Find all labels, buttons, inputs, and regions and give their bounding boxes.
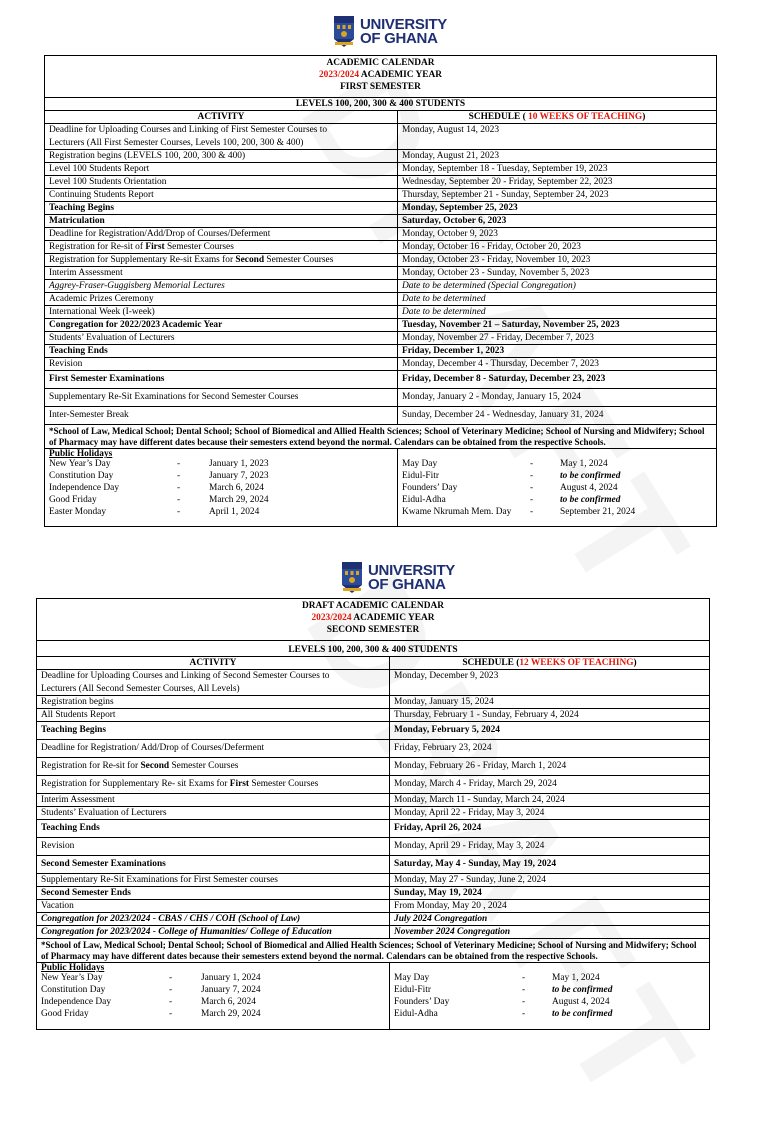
- academic-year: 2023/2024 ACADEMIC YEAR: [318, 70, 443, 80]
- levels-row: LEVELS 100, 200, 300 & 400 STUDENTS: [45, 98, 717, 111]
- holiday-name: Independence Day: [41, 997, 112, 1007]
- holiday-date: to be confirmed: [560, 494, 621, 505]
- holiday-item: [394, 1009, 705, 1021]
- dash: -: [177, 471, 181, 482]
- table-row: [37, 900, 710, 913]
- activity-cell: Level 100 Students Report: [45, 163, 398, 176]
- holiday-date: March 29, 2024: [209, 494, 269, 505]
- holiday-name: Good Friday: [49, 494, 97, 505]
- activity-cell: First Semester Examinations: [45, 371, 398, 389]
- logo-line-2: OF GHANA: [360, 30, 438, 47]
- activity-header: ACTIVITY: [45, 111, 398, 124]
- holiday-item: [394, 985, 705, 997]
- dash: -: [522, 1008, 526, 1019]
- holiday-name: May Day: [394, 973, 430, 984]
- semester-title: FIRST SEMESTER: [340, 82, 421, 92]
- calendar-heading: ACADEMIC CALENDAR: [326, 58, 435, 68]
- holiday-name: Eidul-Fitr: [402, 471, 439, 482]
- table-row: [45, 371, 717, 389]
- activity-cell: Congregation for 2023/2024 - CBAS / CHS / COH (School of Law): [37, 913, 390, 926]
- activity-cell: Matriculation: [45, 215, 398, 228]
- academic-year: 2023/2024 ACADEMIC YEAR: [311, 613, 435, 623]
- levels-row: LEVELS 100, 200, 300 & 400 STUDENTS: [37, 641, 710, 657]
- activity-cell: Revision: [37, 838, 390, 856]
- holiday-name: Eidul-Adha: [402, 494, 446, 505]
- holiday-name: Constitution Day: [49, 471, 114, 482]
- activity-cell: Supplementary Re-Sit Examinations for First Semester courses: [37, 874, 390, 887]
- holiday-item: [49, 495, 393, 507]
- holiday-item: [49, 459, 393, 471]
- table-row: [37, 670, 710, 696]
- schedule-cell: Monday, September 25, 2023: [398, 202, 717, 215]
- crest-icon: [340, 561, 364, 595]
- schedule-header: SCHEDULE (12 WEEKS OF TEACHING): [390, 657, 710, 670]
- activity-cell: Teaching Ends: [37, 820, 390, 838]
- holiday-item: [394, 973, 705, 985]
- dash: -: [522, 985, 526, 996]
- holiday-name: New Year’s Day: [41, 973, 103, 984]
- public-holidays-title: Public Holidays: [41, 963, 105, 974]
- activity-cell: Students’ Evaluation of Lecturers: [45, 332, 398, 345]
- schedule-cell: Saturday, October 6, 2023: [398, 215, 717, 228]
- table-row: [45, 332, 717, 345]
- schedule-cell: Friday, December 8 - Saturday, December 23, 2023: [398, 371, 717, 389]
- schedule-header: SCHEDULE ( 10 WEEKS OF TEACHING): [398, 111, 717, 124]
- holiday-date: March 6, 2024: [201, 997, 256, 1007]
- schedule-cell: Monday, January 2 - Monday, January 15, 2024: [398, 389, 717, 407]
- holiday-date: to be confirmed: [552, 1008, 613, 1019]
- dash: -: [530, 483, 534, 493]
- activity-cell: Aggrey-Fraser-Guggisberg Memorial Lectures: [45, 280, 398, 293]
- logo-line-2: OF GHANA: [368, 576, 446, 593]
- holiday-name: New Year’s Day: [49, 459, 111, 470]
- schedule-cell: Monday, September 18 - Tuesday, September 19, 2023: [398, 163, 717, 176]
- holiday-date: August 4, 2024: [552, 997, 610, 1007]
- holiday-item: [402, 471, 712, 483]
- schedule-cell: Monday, October 9, 2023: [398, 228, 717, 241]
- public-holidays-left: [37, 963, 390, 1029]
- activity-cell: Teaching Begins: [45, 202, 398, 215]
- schedule-cell: Thursday, September 21 - Sunday, September 24, 2023: [398, 189, 717, 202]
- schedule-cell: Monday, February 5, 2024: [390, 722, 710, 740]
- table-row: [37, 838, 710, 856]
- table-row: [45, 176, 717, 189]
- table-row: [37, 776, 710, 794]
- table-row: [37, 926, 710, 939]
- activity-cell: Interim Assessment: [45, 267, 398, 280]
- university-logo: [332, 15, 447, 49]
- holiday-date: March 29, 2024: [201, 1008, 261, 1019]
- title-block: [37, 599, 710, 641]
- holiday-item: [49, 507, 393, 519]
- public-holidays-title: Public Holidays: [49, 449, 113, 460]
- title-block: [45, 56, 717, 98]
- dash: -: [177, 483, 181, 493]
- holiday-name: Eidul-Fitr: [394, 985, 431, 996]
- holiday-name: Eidul-Adha: [394, 1008, 438, 1019]
- calendar-heading: DRAFT ACADEMIC CALENDAR: [301, 601, 445, 611]
- table-row: [45, 345, 717, 358]
- holiday-date: January 7, 2024: [201, 985, 261, 996]
- table-row: [45, 163, 717, 176]
- schedule-cell: Date to be determined: [398, 293, 717, 306]
- table-row: [45, 407, 717, 425]
- holiday-name: Kwame Nkrumah Mem. Day: [402, 506, 512, 517]
- dash: -: [530, 471, 534, 482]
- activity-cell: Registration for Re-sit of First Semester Courses: [45, 241, 398, 254]
- schedule-cell: Date to be determined: [398, 306, 717, 319]
- column-headers: [37, 657, 710, 670]
- schedule-cell: Monday, April 29 - Friday, May 3, 2024: [390, 838, 710, 856]
- holiday-date: to be confirmed: [560, 471, 621, 482]
- table-row: [37, 887, 710, 900]
- university-logo-second: [340, 561, 455, 595]
- schools-note: *School of Law, Medical School; Dental School; School of Biomedical and Allied Health Sciences; School of Veterinary Medicine; School of Nursing and Midwifery; School of Pharmacy may have different dates because their semesters extend beyond the normal. Calendars can be obtained from the respective Schools.: [45, 425, 717, 449]
- holiday-item: [49, 471, 393, 483]
- holiday-date: April 1, 2024: [209, 506, 260, 517]
- activity-cell: Congregation for 2022/2023 Academic Year: [45, 319, 398, 332]
- table-row: [37, 709, 710, 722]
- dash: -: [169, 1008, 173, 1019]
- schedule-cell: Monday, March 11 - Sunday, March 24, 2024: [390, 794, 710, 807]
- table-row: [45, 189, 717, 202]
- holiday-item: [41, 973, 385, 985]
- holiday-item: [402, 459, 712, 471]
- table-row: [37, 696, 710, 709]
- holiday-date: September 21, 2024: [560, 506, 636, 517]
- holiday-date: January 7, 2023: [209, 471, 269, 482]
- activity-cell: Teaching Ends: [45, 345, 398, 358]
- schedule-cell: Monday, December 9, 2023: [390, 670, 710, 696]
- activity-cell: Congregation for 2023/2024 - College of Humanities/ College of Education: [37, 926, 390, 939]
- semester-title: SECOND SEMESTER: [326, 625, 420, 635]
- second-semester-calendar: [36, 598, 710, 1030]
- activity-header: ACTIVITY: [37, 657, 390, 670]
- activity-cell: Second Semester Ends: [37, 887, 390, 900]
- table-row: [37, 820, 710, 838]
- first-semester-calendar: [44, 55, 717, 527]
- schedule-cell: Monday, December 4 - Thursday, December 7, 2023: [398, 358, 717, 371]
- table-row: [45, 150, 717, 163]
- schedule-cell: Date to be determined (Special Congregation): [398, 280, 717, 293]
- table-row: [37, 913, 710, 926]
- table-row: [45, 215, 717, 228]
- dash: -: [169, 985, 173, 996]
- table-row: [45, 228, 717, 241]
- holiday-item: [402, 483, 712, 495]
- holiday-item: [41, 985, 385, 997]
- table-row: [45, 280, 717, 293]
- logo-line-1: UNIVERSITY: [368, 562, 456, 579]
- dash: -: [177, 494, 181, 505]
- dash: -: [169, 973, 173, 984]
- holiday-item: [394, 997, 705, 1009]
- table-row: [37, 758, 710, 776]
- crest-icon: [332, 15, 356, 49]
- activity-cell: Deadline for Registration/ Add/Drop of Courses/Deferment: [37, 740, 390, 758]
- public-holidays-left: [45, 449, 398, 527]
- activity-cell: Supplementary Re-Sit Examinations for Second Semester Courses: [45, 389, 398, 407]
- activity-cell: Deadline for Uploading Courses and Linking of First Semester Courses to Lecturers (All First Semester Courses, Levels 100, 200, 300 & 400): [45, 124, 398, 150]
- dash: -: [522, 997, 526, 1007]
- holiday-date: January 1, 2023: [209, 459, 269, 470]
- table-row: [45, 254, 717, 267]
- table-row: [45, 389, 717, 407]
- schedule-cell: Monday, February 26 - Friday, March 1, 2024: [390, 758, 710, 776]
- table-row: [37, 794, 710, 807]
- schedule-cell: Sunday, December 24 - Wednesday, January 31, 2024: [398, 407, 717, 425]
- holiday-name: Easter Monday: [49, 506, 107, 517]
- holiday-name: Founders’ Day: [394, 997, 450, 1007]
- holiday-item: [402, 507, 712, 519]
- activity-cell: Inter-Semester Break: [45, 407, 398, 425]
- schedule-cell: Monday, August 21, 2023: [398, 150, 717, 163]
- holiday-item: [41, 1009, 385, 1021]
- schedule-cell: Friday, April 26, 2024: [390, 820, 710, 838]
- dash: -: [169, 997, 173, 1007]
- schedule-cell: Monday, October 16 - Friday, October 20, 2023: [398, 241, 717, 254]
- activity-cell: All Students Report: [37, 709, 390, 722]
- schedule-cell: Wednesday, September 20 - Friday, September 22, 2023: [398, 176, 717, 189]
- dash: -: [530, 506, 534, 517]
- holiday-date: May 1, 2024: [552, 973, 600, 984]
- schedule-cell: Monday, August 14, 2023: [398, 124, 717, 150]
- table-row: [37, 856, 710, 874]
- schools-note: *School of Law, Medical School; Dental School; School of Biomedical and Allied Health Sciences; School of Veterinary Medicine; School of Nursing and Midwifery; School of Pharmacy may have different dates because their semesters extend beyond the normal. Calendars can be obtained from the respective Schools.: [37, 939, 710, 963]
- schedule-cell: Sunday, May 19, 2024: [390, 887, 710, 900]
- table-row: [45, 202, 717, 215]
- schedule-cell: Thursday, February 1 - Sunday, February 4, 2024: [390, 709, 710, 722]
- activity-cell: Teaching Begins: [37, 722, 390, 740]
- table-row: [45, 319, 717, 332]
- table-row: [37, 874, 710, 887]
- public-holidays-right: [398, 449, 717, 527]
- holiday-item: [402, 495, 712, 507]
- logo-line-1: UNIVERSITY: [360, 16, 448, 33]
- activity-cell: Continuing Students Report: [45, 189, 398, 202]
- schedule-cell: Friday, December 1, 2023: [398, 345, 717, 358]
- activity-cell: Deadline for Uploading Courses and Linking of Second Semester Courses to Lecturers (All Second Semester Courses, All Levels): [37, 670, 390, 696]
- holiday-name: Good Friday: [41, 1008, 89, 1019]
- dash: -: [530, 494, 534, 505]
- column-headers: [45, 111, 717, 124]
- holiday-name: Independence Day: [49, 483, 120, 493]
- table-row: [45, 358, 717, 371]
- holiday-date: August 4, 2024: [560, 483, 618, 493]
- holiday-name: May Day: [402, 459, 438, 470]
- holiday-item: [41, 997, 385, 1009]
- activity-cell: Vacation: [37, 900, 390, 913]
- schedule-cell: Tuesday, November 21 – Saturday, November 25, 2023: [398, 319, 717, 332]
- activity-cell: International Week (I-week): [45, 306, 398, 319]
- activity-cell: Level 100 Students Orientation: [45, 176, 398, 189]
- table-row: [45, 267, 717, 280]
- table-row: [37, 722, 710, 740]
- table-row: [45, 306, 717, 319]
- table-row: [45, 241, 717, 254]
- holiday-name: Founders’ Day: [402, 483, 458, 493]
- schedule-cell: Monday, March 4 - Friday, March 29, 2024: [390, 776, 710, 794]
- schedule-cell: Monday, January 15, 2024: [390, 696, 710, 709]
- table-row: [37, 807, 710, 820]
- activity-cell: Revision: [45, 358, 398, 371]
- activity-cell: Registration for Supplementary Re- sit Exams for First Semester Courses: [37, 776, 390, 794]
- activity-cell: Registration for Re-sit for Second Semester Courses: [37, 758, 390, 776]
- activity-cell: Interim Assessment: [37, 794, 390, 807]
- public-holidays-right: [390, 963, 710, 1029]
- holiday-date: to be confirmed: [552, 985, 613, 996]
- activity-cell: Academic Prizes Ceremony: [45, 293, 398, 306]
- activity-cell: Registration begins: [37, 696, 390, 709]
- activity-cell: Deadline for Registration/Add/Drop of Courses/Deferment: [45, 228, 398, 241]
- schedule-cell: Friday, February 23, 2024: [390, 740, 710, 758]
- schedule-cell: July 2024 Congregation: [390, 913, 710, 926]
- schedule-cell: Monday, October 23 - Sunday, November 5, 2023: [398, 267, 717, 280]
- schedule-cell: From Monday, May 20 , 2024: [390, 900, 710, 913]
- holiday-date: January 1, 2024: [201, 973, 261, 984]
- schedule-cell: Monday, October 23 - Friday, November 10, 2023: [398, 254, 717, 267]
- holiday-item: [49, 483, 393, 495]
- table-row: [37, 740, 710, 758]
- dash: -: [522, 973, 526, 984]
- dash: -: [177, 506, 181, 517]
- activity-cell: Registration for Supplementary Re-sit Exams for Second Semester Courses: [45, 254, 398, 267]
- holiday-date: May 1, 2024: [560, 459, 608, 470]
- dash: -: [530, 459, 534, 470]
- activity-cell: Registration begins (LEVELS 100, 200, 300 & 400): [45, 150, 398, 163]
- schedule-cell: Monday, November 27 - Friday, December 7, 2023: [398, 332, 717, 345]
- schedule-cell: Monday, May 27 - Sunday, June 2, 2024: [390, 874, 710, 887]
- dash: -: [177, 459, 181, 470]
- schedule-cell: November 2024 Congregation: [390, 926, 710, 939]
- holiday-date: March 6, 2024: [209, 483, 264, 493]
- holiday-name: Constitution Day: [41, 985, 106, 996]
- schedule-cell: Monday, April 22 - Friday, May 3, 2024: [390, 807, 710, 820]
- activity-cell: Second Semester Examinations: [37, 856, 390, 874]
- table-row: [45, 124, 717, 150]
- activity-cell: Students’ Evaluation of Lecturers: [37, 807, 390, 820]
- schedule-cell: Saturday, May 4 - Sunday, May 19, 2024: [390, 856, 710, 874]
- table-row: [45, 293, 717, 306]
